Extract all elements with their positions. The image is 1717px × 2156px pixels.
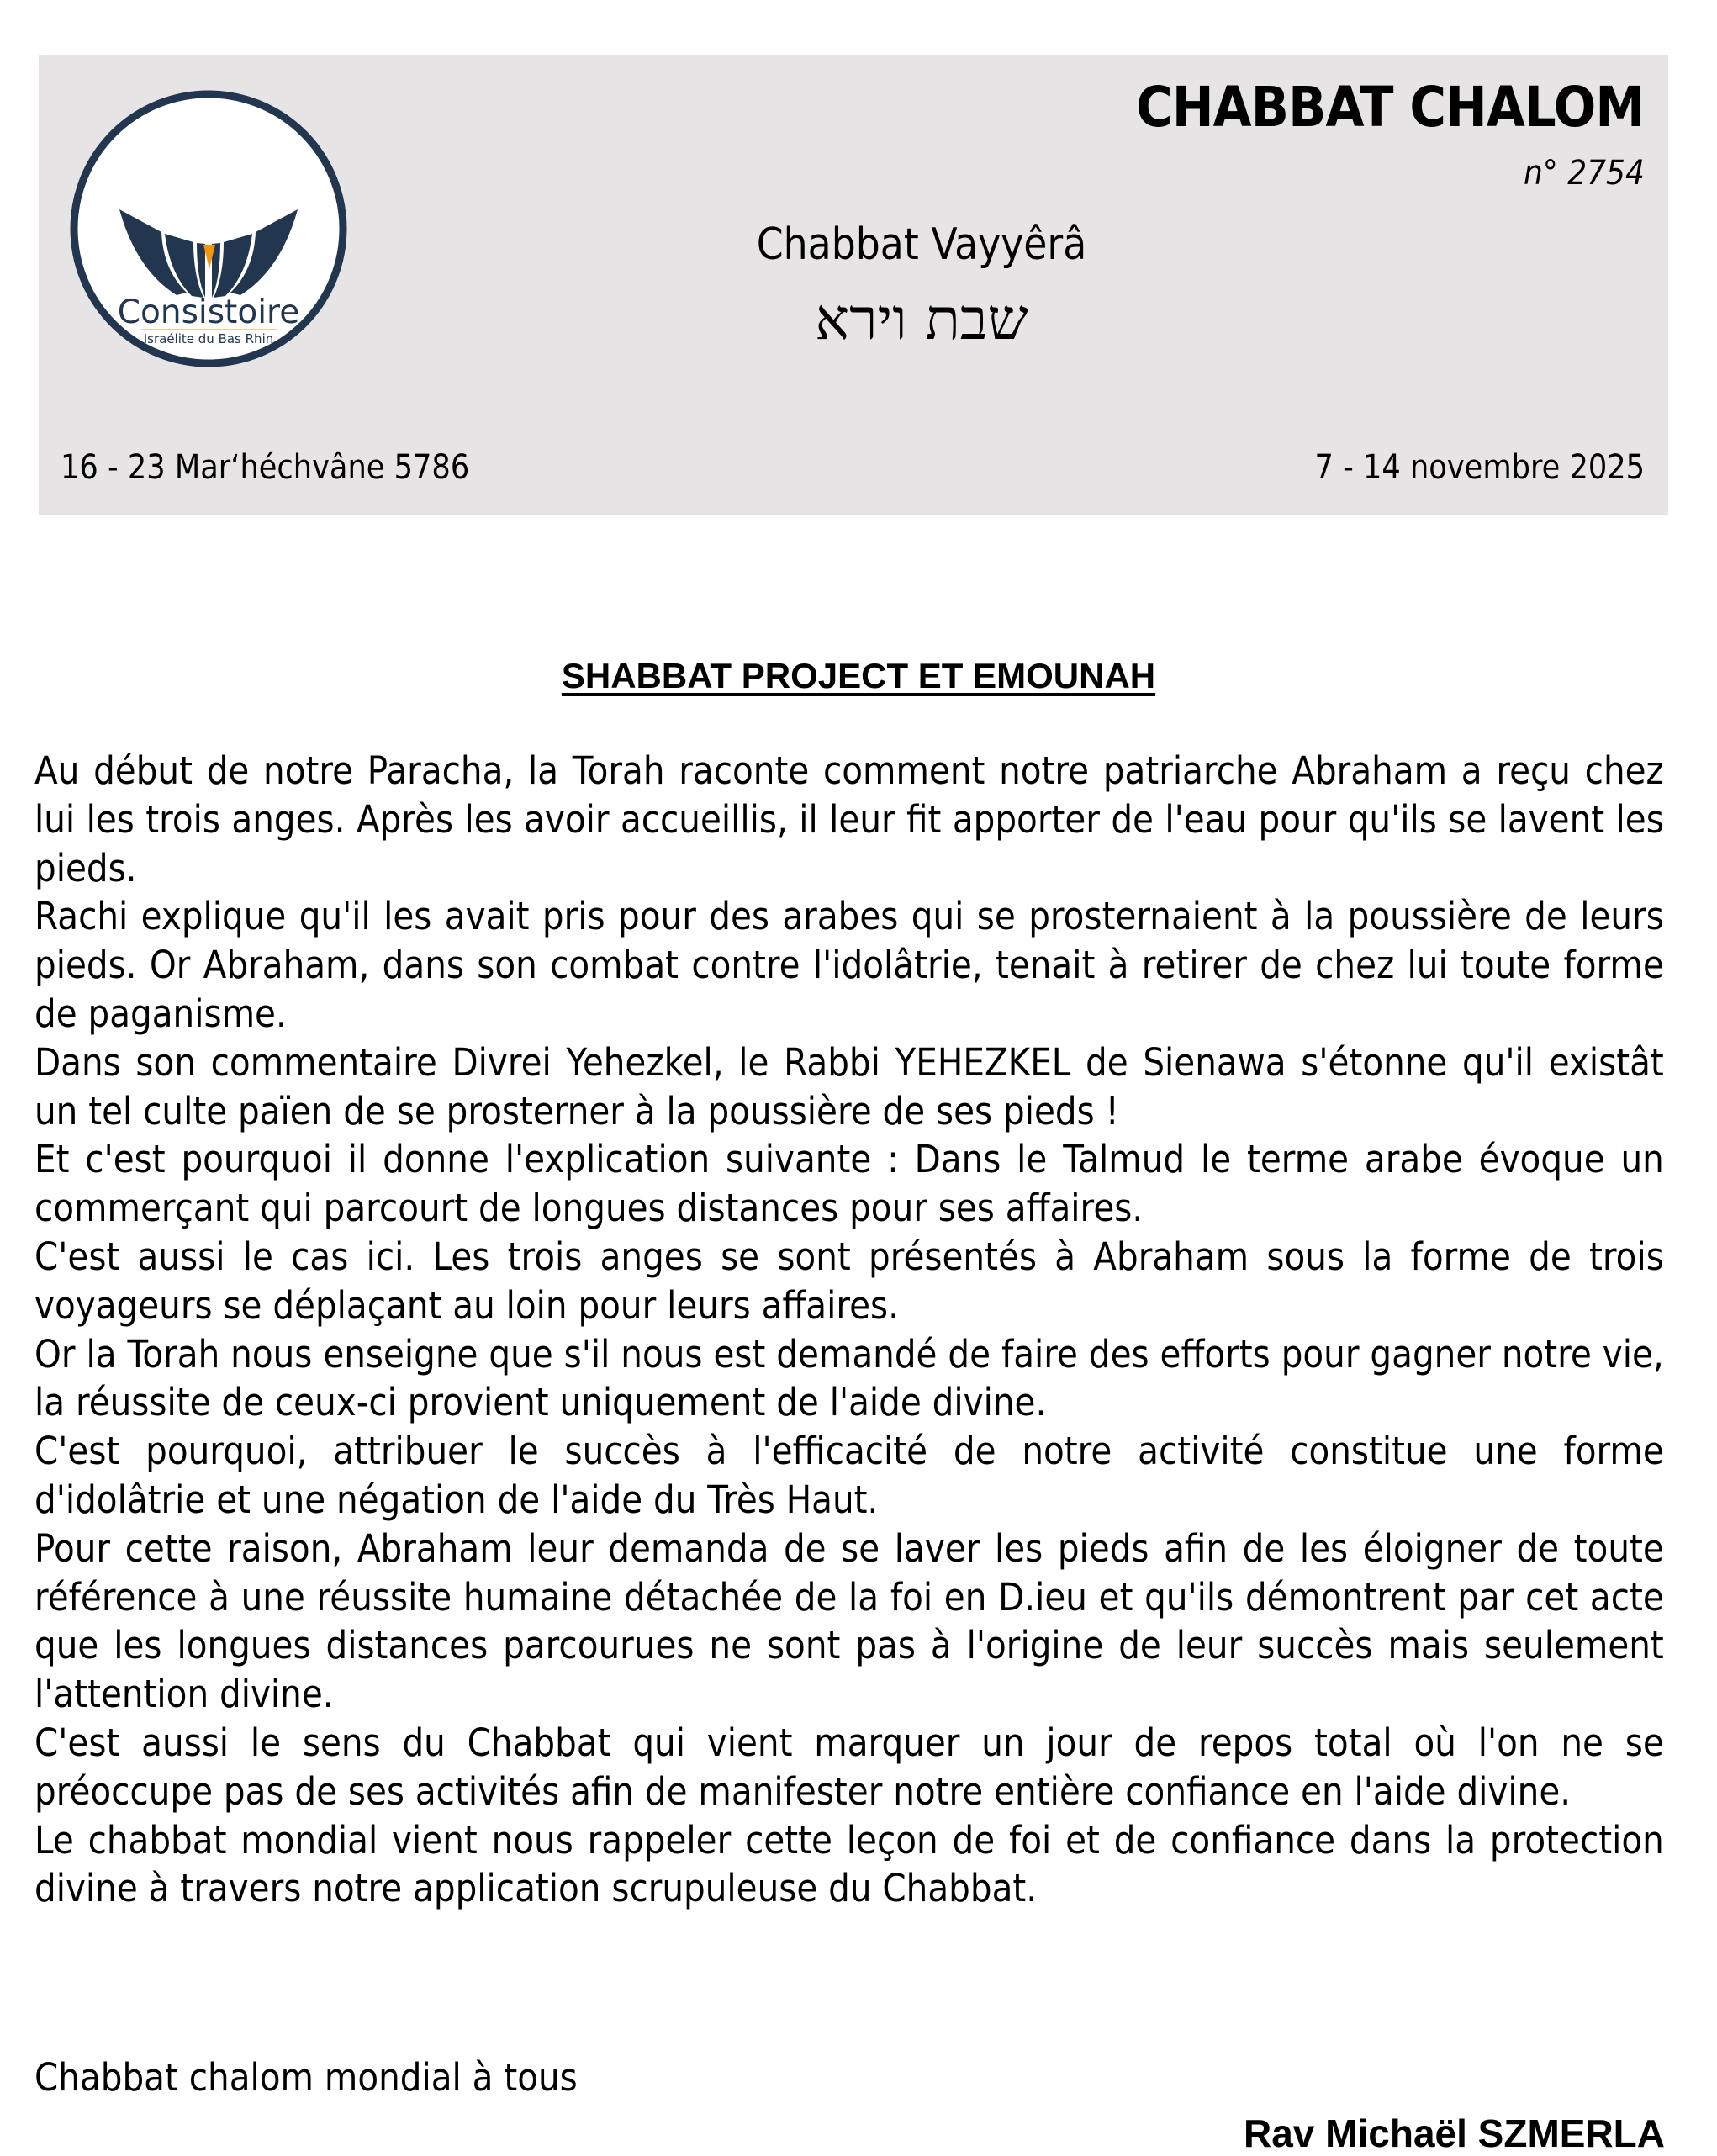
article-paragraph: C'est pourquoi, attribuer le succès à l'efficacité de notre activité constitue une forme d'idolâtrie et une négation de l'aide du Très Haut. <box>34 1429 1664 1522</box>
article-body <box>34 747 1664 1913</box>
hebrew-date-range: 16 - 23 Mar‘héchvâne 5786 <box>61 448 470 487</box>
article-paragraph: Or la Torah nous enseigne que s'il nous est demandé de faire des efforts pour gagner notre vie, la réussite de ceux-ci provient uniquement de l'aide divine. <box>34 1331 1664 1425</box>
consistoire-logo-icon <box>69 89 348 368</box>
logo-subtitle: Israélite du Bas Rhin <box>143 331 274 346</box>
gregorian-date-range: 7 - 14 novembre 2025 <box>1314 448 1645 487</box>
article-paragraph: C'est aussi le sens du Chabbat qui vient marquer un jour de repos total où l'on ne se préoccupe pas de ses activités afin de manifester notre entière confiance en l'aide divine. <box>34 1720 1664 1814</box>
article-paragraph: Et c'est pourquoi il donne l'explication suivante : Dans le Talmud le terme arabe évoque un commerçant qui parcourt de longues distances pour ses affaires. <box>34 1137 1664 1231</box>
newsletter-header <box>39 55 1668 515</box>
article-paragraph: Rachi explique qu'il les avait pris pour des arabes qui se prosternaient à la poussière de leurs pieds. Or Abraham, dans son combat contre l'idolâtrie, tenait à retirer de chez lui toute forme de paganisme. <box>34 894 1664 1036</box>
article-title <box>0 656 1717 696</box>
issue-number: n° 2754 <box>1524 154 1645 193</box>
newsletter-title: CHABBAT CHALOM <box>1136 75 1645 140</box>
article-paragraph: C'est aussi le cas ici. Les trois anges se sont présentés à Abraham sous la forme de trois voyageurs se déplaçant au loin pour leurs affaires. <box>34 1234 1664 1328</box>
article-title-text: SHABBAT PROJECT ET EMOUNAH <box>561 656 1156 695</box>
article-paragraph: Au début de notre Paracha, la Torah raconte comment notre patriarche Abraham a reçu chez lui les trois anges. Après les avoir accueillis, il leur fit apporter de l'eau pour qu'ils se lavent les pieds. <box>34 748 1664 890</box>
article-paragraph: Pour cette raison, Abraham leur demanda de se laver les pieds afin de les éloigner de toute référence à une réussite humaine détachée de la foi en D.ieu et qu'ils démontrent par cet acte que les longues distances parcourues ne sont pas à l'origine de leur succès mais seulement l'attention divine. <box>34 1525 1664 1717</box>
logo-name: Consistoire <box>117 293 300 331</box>
parasha-name-hebrew: שבת וירא <box>815 287 1028 353</box>
parasha-name-french: Chabbat Vayyêrâ <box>756 219 1087 270</box>
author-signature: Rav Michaël SZMERLA <box>1244 2111 1665 2155</box>
consistoire-logo <box>69 89 348 368</box>
article-paragraph: Le chabbat mondial vient nous rappeler cette leçon de foi et de confiance dans la protection divine à travers notre application scrupuleuse du Chabbat. <box>34 1817 1664 1911</box>
closing-greeting: Chabbat chalom mondial à tous <box>34 2055 578 2100</box>
article-paragraph: Dans son commentaire Divrei Yehezkel, le Rabbi YEHEZKEL de Sienawa s'étonne qu'il existât un tel culte païen de se prosterner à la poussière de ses pieds ! <box>34 1039 1664 1133</box>
